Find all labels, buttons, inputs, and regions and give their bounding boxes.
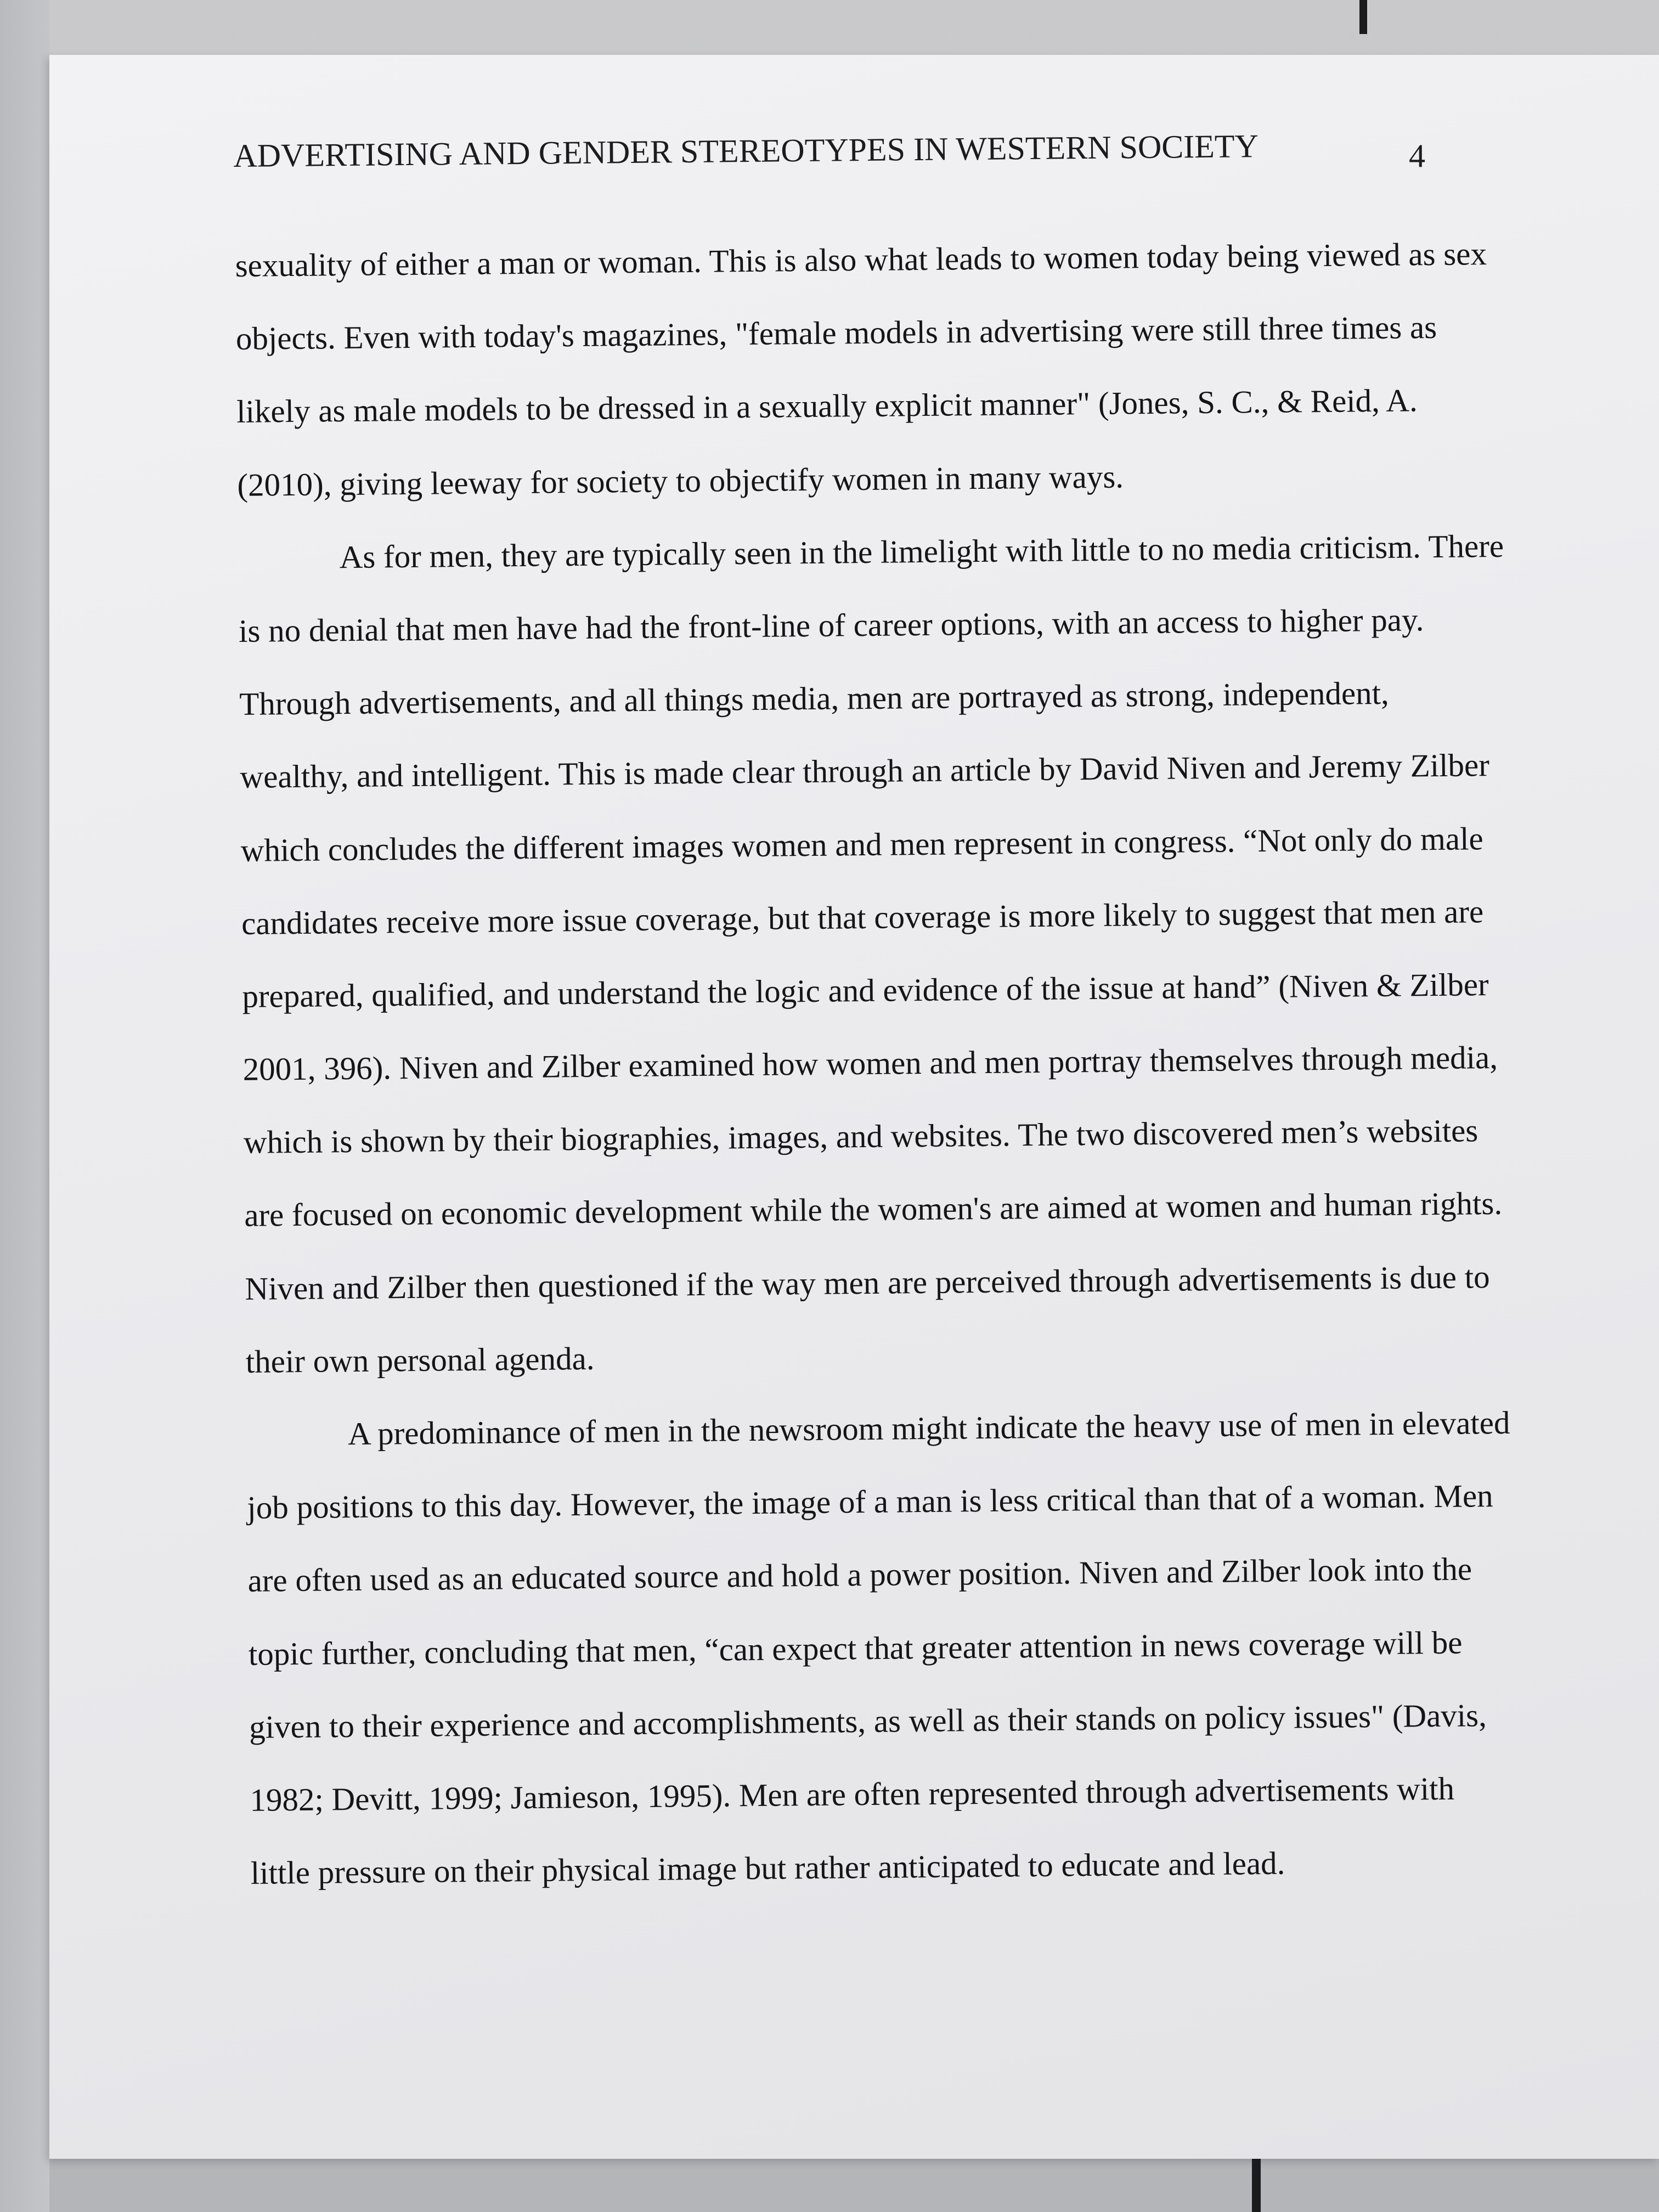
text-line: candidates receive more issue coverage, but that coverage is more likely to suggest that men are (241, 893, 1484, 941)
text-line: given to their experience and accomplishments, as well as their stands on policy issues" (Davis, (249, 1696, 1487, 1745)
text-line: sexuality of either a man or woman. This is also what leads to women today being viewed as sex (235, 235, 1487, 284)
text-line: objects. Even with today's magazines, "female models in advertising were still three times as (235, 309, 1437, 357)
text-line: their own personal agenda. (245, 1340, 595, 1380)
text-line: likely as male models to be dressed in a sexually explicit manner" (Jones, S. C., & Reid, A. (236, 382, 1418, 430)
wall-fixture-top (1359, 0, 1367, 34)
text-line: which concludes the different images women and men represent in congress. “Not only do male (240, 820, 1483, 868)
background-wall (0, 0, 49, 2212)
text-line: are often used as an educated source and hold a power position. Niven and Zilber look into the (247, 1550, 1472, 1599)
text-line: (2010), giving leeway for society to objectify women in many ways. (237, 458, 1124, 503)
text-line: which is shown by their biographies, images, and websites. The two discovered men’s websites (243, 1112, 1479, 1161)
running-head: ADVERTISING AND GENDER STEREOTYPES IN WESTERN SOCIETY (233, 128, 1259, 174)
text-line: job positions to this day. However, the image of a man is less critical than that of a woman. Men (247, 1477, 1493, 1526)
paragraph-start-line: As for men, they are typically seen in the limelight with little to no media criticism. There (339, 527, 1504, 575)
text-line: Niven and Zilber then questioned if the way men are perceived through advertisements is due to (245, 1258, 1490, 1307)
wall-fixture-bottom (1252, 2159, 1261, 2212)
text-line: wealthy, and intelligent. This is made clear through an article by David Niven and Jeremy Zilber (240, 747, 1490, 795)
paragraph-start-line: A predominance of men in the newsroom might indicate the heavy use of men in elevated (347, 1404, 1510, 1452)
text-line: are focused on economic development while the women's are aimed at women and human rights. (244, 1185, 1503, 1234)
text-line: prepared, qualified, and understand the logic and evidence of the issue at hand” (Niven & Zilber (242, 966, 1489, 1014)
text-line: is no denial that men have had the front-line of career options, with an access to higher pay. (238, 601, 1424, 649)
text-line: little pressure on their physical image but rather anticipated to educate and lead. (250, 1844, 1285, 1891)
text-line: 1982; Devitt, 1999; Jamieson, 1995). Men are often represented through advertisements with (250, 1770, 1455, 1818)
body-text (235, 217, 1529, 1910)
text-line: 2001, 396). Niven and Zilber examined how women and men portray themselves through media, (242, 1039, 1498, 1087)
text-line: topic further, concluding that men, “can expect that greater attention in news coverage will be (248, 1624, 1463, 1672)
page-number: 4 (1409, 138, 1425, 174)
text-line: Through advertisements, and all things media, men are portrayed as strong, independent, (239, 674, 1390, 723)
